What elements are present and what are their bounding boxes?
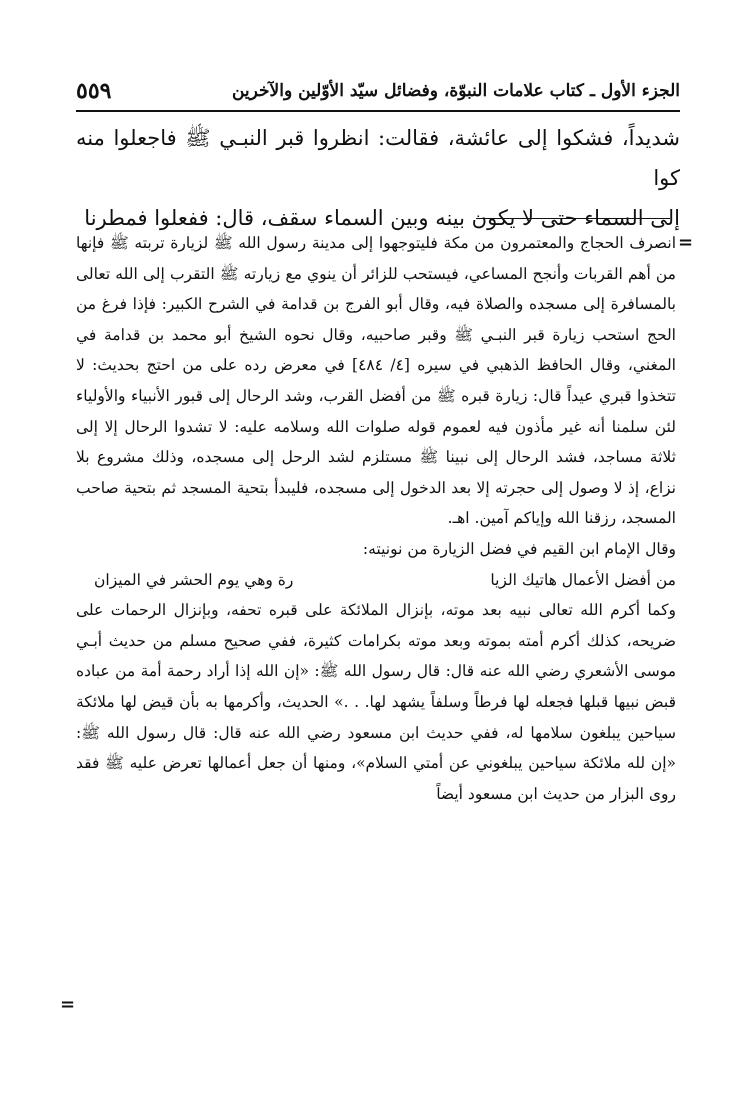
page-header [76,74,680,108]
verse-first-hemistich: من أفضل الأعمال هاتيك الزيا [490,570,676,589]
continuation-mark-bottom: = [60,994,76,1015]
footnote-paragraph: انصرف الحجاج والمعتمرون من مكة فليتوجهوا إلى مدينة رسول الله ﷺ لزيارة تربته ﷺ فإنها من أهم القربات وأنجح المساعي، فيستحب للزائر أن ينوي مع زيارته ﷺ التقرب إلى الله تعالى بالمسافرة إلى مسجده والصلاة فيه، وقال أبو الفرج بن قدامة في الشرح الكبير: فإذا فرغ من الحج استحب زيارة قبر النبـي ﷺ وقبر صاحبيه، وقال نحوه الشيخ أبو محمد بن قدامة في المغني، وقال الحافظ الذهبي في سيره [٤/ ٤٨٤] في معرض رده على من احتج بحديث: لا تتخذوا قبري عيداً قال: زيارة قبره ﷺ من أفضل القرب، وشد الرحال إلى قبور الأنبياء والأولياء لئن سلمنا أنه غير مأذون فيه لعموم قوله صلوات الله وسلامه عليه: لا تشدوا الرحال إلا إلى ثلاثة مساجد، فشد الرحال إلى نبينا ﷺ مستلزم لشد الرحل إلى مسجده، وذلك مشروع بلا نزاع، إذ لا وصول إلى حجرته إلا بعد الدخول إلى مسجده، فليبدأ بتحية المسجد ثم بتحية صاحب المسجد، رزقنا الله وإياكم آمين. اهـ. [76,234,676,528]
continuation-mark-top: = [678,232,694,253]
verse-second-hemistich: رة وهي يوم الحشر في الميزان [94,570,294,589]
poem-verse [76,565,676,596]
header-rule [76,110,680,112]
main-text [76,118,680,238]
footnotes [76,228,676,809]
footnote-paragraph: وقال الإمام ابن القيم في فضل الزيارة من نونيته: [362,539,676,558]
running-title: الجزء الأول ـ كتاب علامات النبوّة، وفضائل سيّد الأوّلين والآخرين [231,81,680,101]
main-text-line: شديداً، فشكوا إلى عائشة، فقالت: انظروا قبر النبـي ﷺ فاجعلوا منه كوا [76,126,680,190]
footnote-separator [476,218,670,219]
page-number: ٥٥٩ [76,78,112,104]
main-text-line: إلى السماء حتى لا يكون بينه وبين السماء سقف، قال: ففعلوا فمطرنا [84,206,680,230]
footnote-paragraph: وكما أكرم الله تعالى نبيه بعد موته، بإنزال الملائكة على قبره تحفه، وبإنزال الرحمات على ضريحه، كذلك أكرم أمته بموته وبعد موته بكرامات كثيرة، ففي صحيح مسلم من حديث أبـي موسى الأشعري رضي الله عنه قال: قال رسول الله ﷺ: «إن الله إذا أراد رحمة أمة من عباده قبض نبيها قبلها فجعله لها فرطاً وسلفاً يشهد لها. . .» الحديث، وأكرمها به بأن قيض لها ملائكة سياحين يبلغون سلامها له، ففي حديث ابن مسعود رضي الله عنه قال: قال رسول الله ﷺ: «إن لله ملائكة سياحين يبلغوني عن أمتي السلام»، ومنها أن جعل أعمالها تعرض عليه ﷺ فقد روى البزار من حديث ابن مسعود أيضاً [76,601,676,803]
